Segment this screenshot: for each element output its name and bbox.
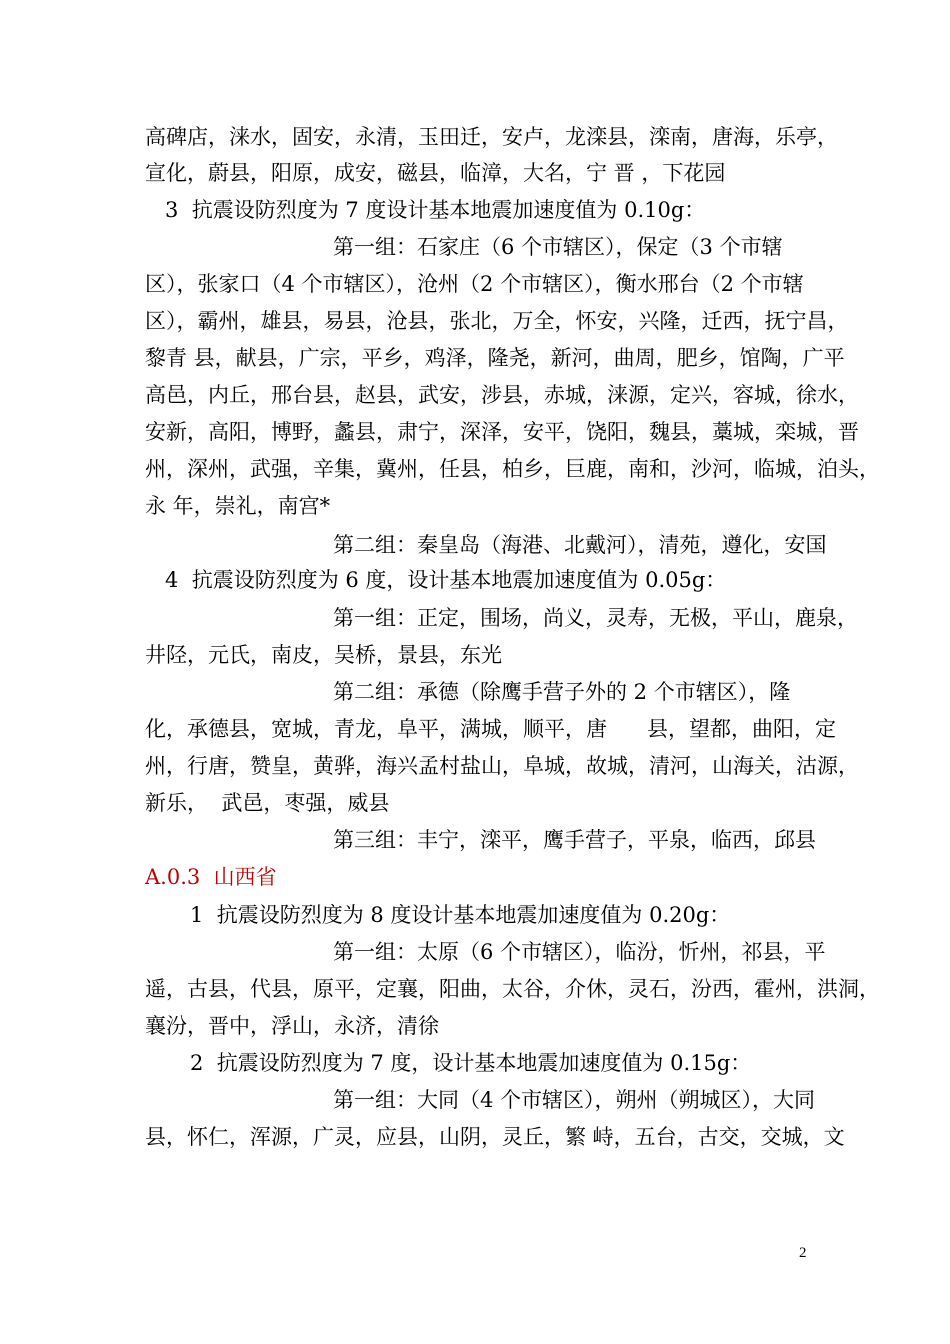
- text-line: 化，承德县，宽城，青龙，阜平，满城，顺平，唐 县，望都，曲阳，定: [145, 717, 837, 741]
- text-line: 永 年，崇礼，南宫*: [145, 494, 331, 518]
- text-line: 高邑，内丘，邢台县，赵县，武安，涉县，赤城，涞源，定兴，容城，徐水，: [145, 383, 859, 407]
- text-line: 区），张家口（4 个市辖区），沧州（2 个市辖区），衡水邢台（2 个市辖: [145, 272, 804, 296]
- page-number: 2: [799, 1245, 807, 1261]
- text-line: 黎青 县，献县，广宗，平乡，鸡泽，隆尧，新河，曲周，肥乡，馆陶，广平: [145, 346, 845, 370]
- text-line: 宣化，蔚县，阳原，成安，磁县，临漳，大名，宁 晋 ，下花园: [145, 161, 726, 185]
- text-line: 遥，古县，代县，原平，定襄，阳曲，太谷，介休，灵石，汾西，霍州，洪洞，: [145, 977, 880, 1001]
- province-heading: A.0.3 山西省: [145, 865, 277, 889]
- text-line: 第一组：石家庄（6 个市辖区），保定（3 个市辖: [333, 235, 783, 259]
- section-heading: 1 抗震设防烈度为 8 度设计基本地震加速度值为 0.20g：: [190, 903, 731, 927]
- section-heading: 4 抗震设防烈度为 6 度，设计基本地震加速度值为 0.05g：: [165, 568, 727, 592]
- text-line: 第三组：丰宁，滦平，鹰手营子，平泉，临西，邱县: [333, 828, 816, 852]
- section-heading: 2 抗震设防烈度为 7 度，设计基本地震加速度值为 0.15g：: [190, 1051, 752, 1075]
- text-line: 襄汾，晋中，浮山，永济，清徐: [145, 1014, 439, 1038]
- text-line: 井陉，元氏，南皮，吴桥，景县，东光: [145, 643, 502, 667]
- text-line: 第一组：太原（6 个市辖区），临汾，忻州，祁县，平: [333, 940, 826, 964]
- section-heading: 3 抗震设防烈度为 7 度设计基本地震加速度值为 0.10g：: [165, 198, 706, 222]
- text-line: 高碑店，涞水，固安，永清，玉田迁，安卢，龙滦县，滦南，唐海，乐亭，: [145, 125, 838, 149]
- text-line: 州，行唐，赞皇，黄骅，海兴孟村盐山，阜城，故城，清河，山海关，沽源，: [145, 754, 859, 778]
- text-line: 新乐， 武邑，枣强，威县: [145, 791, 390, 815]
- text-line: 第二组：承德（除鹰手营子外的 2 个市辖区），隆: [333, 680, 791, 704]
- text-line: 州，深州，武强，辛集，冀州，任县，柏乡，巨鹿，南和，沙河，临城，泊头，: [145, 457, 880, 481]
- text-line: 第一组：正定，围场，尚义，灵寿，无极，平山，鹿泉，: [333, 606, 858, 630]
- text-line: 第一组：大同（4 个市辖区），朔州（朔城区），大同: [333, 1088, 816, 1112]
- text-line: 区），霸州，雄县，易县，沧县，张北，万全，怀安，兴隆，迁西，抚宁昌，: [145, 309, 849, 333]
- text-line: 第二组：秦皇岛（海港、北戴河），清苑，遵化，安国: [333, 533, 827, 557]
- text-line: 县，怀仁，浑源，广灵，应县，山阴，灵丘，繁 峙，五台，古交，交城，文: [145, 1125, 845, 1149]
- text-line: 安新，高阳，博野，蠡县，肃宁，深泽，安平，饶阳，魏县，藁城，栾城，晋: [145, 420, 859, 444]
